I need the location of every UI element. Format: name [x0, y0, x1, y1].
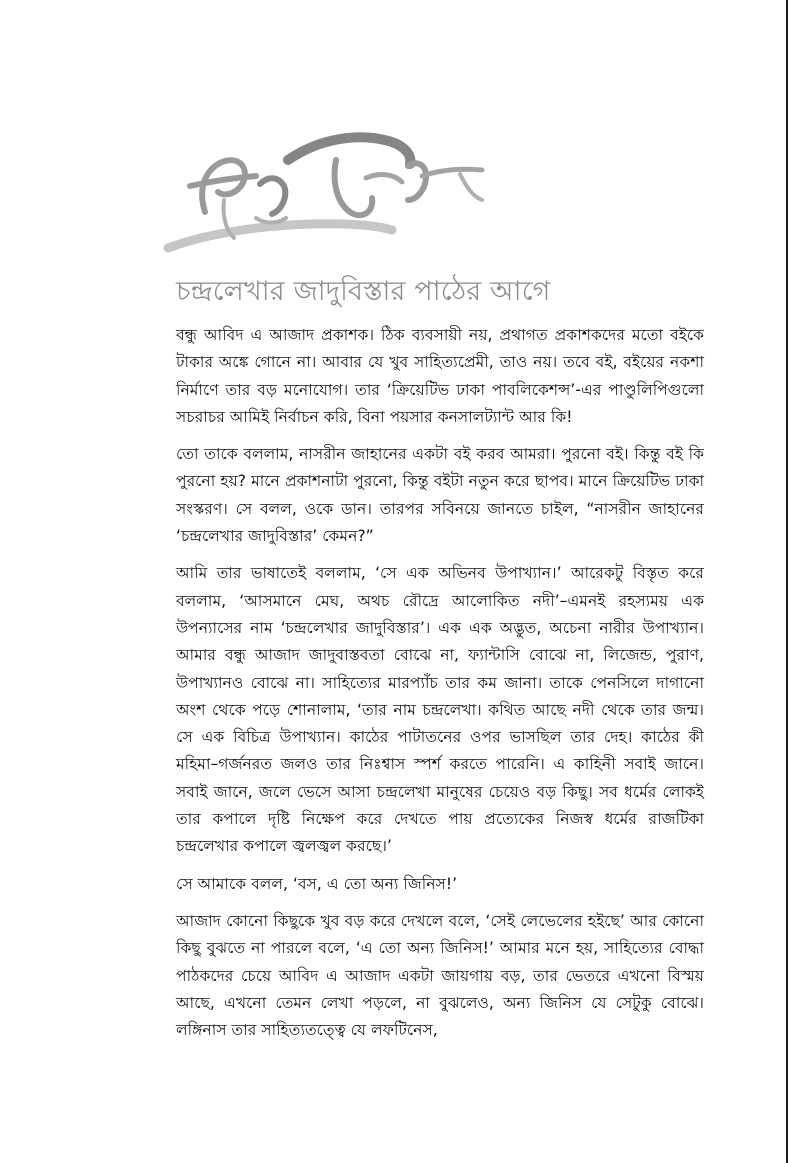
- paragraph: সে আমাকে বলল, ‘বস, এ তো অন্য জিনিস!’: [176, 874, 458, 893]
- chapter-heading: চন্দ্রলেখার জাদুবিস্তার পাঠের আগে: [176, 276, 551, 307]
- body-text: [176, 322, 704, 1054]
- calligraphy-logo-icon: [160, 120, 500, 270]
- paragraph: আজাদ কোনো কিছুকে খুব বড় করে দেখলে বলে, ‘সেই লেভেলের হইছে’ আর কোনো কিছু বুঝতে না পারলে বলে, ‘এ তো অন্য জিনিস!’ আমার মনে হয়, সাহিত্যের বোদ্ধা পাঠকদের চেয়ে আবিদ এ আজাদ একটা জায়গায় বড়, তার ভেতরে এখনো বিস্ময় আছে, এখনো তেমন লেখা পড়লে, না বুঝলেও, অন্য জিনিস যে সেটুকু বোঝে। লঙ্গিনাস তার সাহিত্যতত্ত্বে যে লফটিনেস,: [176, 911, 704, 1040]
- chapter-logo: [160, 120, 500, 270]
- paragraph: আমি তার ভাষাতেই বললাম, ‘সে এক অভিনব উপাখ্যান।’ আরেকটু বিস্তৃত করে বললাম, ‘আসমানে মেঘ, অথচ রৌদ্রে আলোকিত নদী’–এমনই রহস্যময় এক উপন্যাসের নাম ‘চন্দ্রলেখার জাদুবিস্তার’। এক এক অদ্ভুত, অচেনা নারীর উপাখ্যান। আমার বন্ধু আজাদ জাদুবাস্তবতা বোঝে না, ফ্যান্টাসি বোঝে না, লিজেন্ড, পুরাণ, উপাখ্যানও বোঝে না। সাহিত্যের মারপ্যাঁচ তার কম জানা। তাকে পেনসিলে দাগানো অংশ থেকে পড়ে শোনালাম, ‘তার নাম চন্দ্রলেখা। কথিত আছে নদী থেকে তার জন্ম। সে এক বিচিত্র উপাখ্যান। কাঠের পাটাতনের ওপর ভাসছিল তার দেহ। কাঠের কী মহিমা–গর্জনরত জলও তার নিঃশ্বাস স্পর্শ করতে পারেনি। এ কাহিনী সবাই জানে। সবাই জানে, জলে ভেসে আসা চন্দ্রলেখা মানুষের চেয়েও বড় কিছু। সব ধর্মের লোকই তার কপালে দৃষ্টি নিক্ষেপ করে দেখতে পায় প্রত্যেকের নিজস্ব ধর্মের রাজটিকা চন্দ্রলেখার কপালে জ্বলজ্বল করছে।’: [176, 564, 704, 856]
- paragraph: তো তাকে বললাম, নাসরীন জাহানের একটা বই করব আমরা। পুরনো বই। কিন্তু বই কি পুরনো হয়? মানে প্রকাশনাটা পুরনো, কিন্তু বইটা নতুন করে ছাপব। মানে ক্রিয়েটিভ ঢাকা সংস্করণ। সে বলল, ওকে ডান। তারপর সবিনয়ে জানতে চাইল, “নাসরীন জাহানের ‘চন্দ্রলেখার জাদুবিস্তার’ কেমন?”: [176, 445, 704, 546]
- paragraph: বন্ধু আবিদ এ আজাদ প্রকাশক। ঠিক ব্যবসায়ী নয়, প্রথাগত প্রকাশকদের মতো বইকে টাকার অঙ্কে গোনে না। আবার যে খুব সাহিত্যপ্রেমী, তাও নয়। তবে বই, বইয়ের নকশা নির্মাণে তার বড় মনোযোগ। তার ‘ক্রিয়েটিভ ঢাকা পাবলিকেশন্স’-এর পাণ্ডুলিপিগুলো সচরাচর আমিই নির্বাচন করি, বিনা পয়সার কনসালট্যান্ট আর কি!: [176, 326, 704, 426]
